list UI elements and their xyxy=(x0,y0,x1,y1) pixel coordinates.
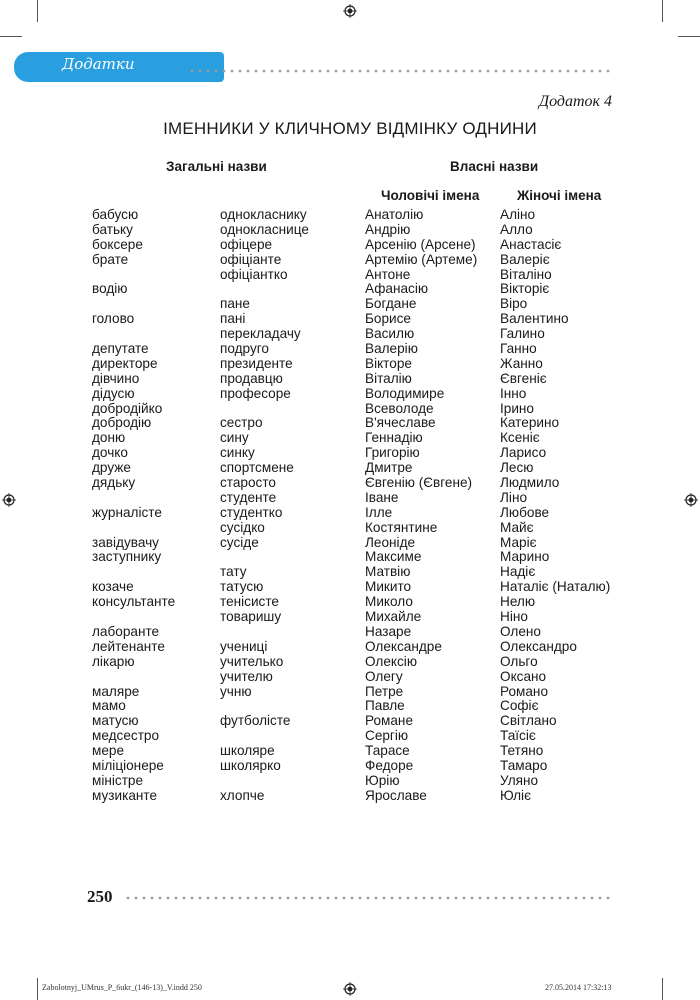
word-entry: Антоне xyxy=(365,266,411,282)
word-entry: дочко xyxy=(92,445,128,461)
word-entry: Петре xyxy=(365,683,404,699)
word-entry: Василю xyxy=(365,326,415,342)
word-entry: хлопче xyxy=(220,787,265,803)
word-entry xyxy=(220,282,370,297)
subhead-male-names: Чоловічі імена xyxy=(381,188,480,203)
word-entry: учню xyxy=(220,683,252,699)
word-entry: Андрію xyxy=(365,221,411,237)
word-entry: Юліє xyxy=(500,787,532,803)
word-entry xyxy=(220,729,370,744)
word-entry: учителю xyxy=(220,668,273,684)
word-entry: спортсмене xyxy=(220,460,294,476)
word-entry: Таїсіє xyxy=(500,728,536,744)
word-entry: міліціонере xyxy=(92,757,164,773)
word-entry: добродію xyxy=(92,415,152,431)
section-tab-label: Додатки xyxy=(62,55,135,73)
word-entry: Ларисо xyxy=(500,445,547,461)
word-entry: Тарасе xyxy=(365,743,410,759)
word-entry: президенте xyxy=(220,355,293,371)
word-entry: Олександро xyxy=(500,638,577,654)
word-entry xyxy=(220,402,370,417)
word-entry xyxy=(220,699,370,714)
crop-mark xyxy=(662,0,663,22)
word-entry: школяре xyxy=(220,743,275,759)
word-entry: Олено xyxy=(500,623,541,639)
word-entry: Софіє xyxy=(500,698,539,714)
word-entry: Катерино xyxy=(500,415,560,431)
word-entry: медсестро xyxy=(92,728,160,744)
crop-mark xyxy=(678,36,700,37)
word-entry: сусіде xyxy=(220,534,259,550)
word-entry: мамо xyxy=(92,698,126,714)
word-entry: дядьку xyxy=(92,475,136,491)
word-entry: Борисе xyxy=(365,311,411,327)
word-entry: брате xyxy=(92,251,129,267)
word-entry: студенте xyxy=(220,489,277,505)
word-entry: Микито xyxy=(365,579,412,595)
word-entry: Тамаро xyxy=(500,757,548,773)
word-entry: Анастасіє xyxy=(500,236,562,252)
word-entry: Галино xyxy=(500,326,545,342)
registration-mark-icon xyxy=(343,4,357,18)
word-entry: однокласнику xyxy=(220,207,307,222)
word-entry: Миколо xyxy=(365,594,413,610)
word-entry: Ніно xyxy=(500,609,528,625)
word-entry: Ольго xyxy=(500,653,538,669)
print-slug-file: Zabolotnyj_UMrus_P_6ukr_(146-13)_V.indd 250 xyxy=(42,983,202,992)
word-entry: офіціанте xyxy=(220,251,282,267)
word-entry: Григорію xyxy=(365,445,420,461)
word-entry: Ілле xyxy=(365,504,393,520)
word-entry: професоре xyxy=(220,385,291,401)
word-entry: Дмитре xyxy=(365,460,413,476)
word-entry: Павле xyxy=(365,698,405,714)
word-entry xyxy=(220,550,370,565)
word-entry xyxy=(220,774,370,789)
word-entry: Валентино xyxy=(500,311,569,327)
subhead-common-nouns: Загальні назви xyxy=(166,159,267,174)
footer-dotted-rule xyxy=(124,896,614,900)
word-entry: синку xyxy=(220,445,255,461)
page-number: 250 xyxy=(87,887,113,906)
word-entry: Вікторе xyxy=(365,355,412,371)
word-entry: Романе xyxy=(365,713,414,729)
word-entry: учителько xyxy=(220,653,284,669)
word-entry: Федоре xyxy=(365,757,414,773)
word-entry: Євгеніє xyxy=(500,370,547,386)
word-entry: Максиме xyxy=(365,549,422,565)
word-entry: Юрію xyxy=(365,772,400,788)
word-entry: Ірино xyxy=(500,400,534,416)
word-entry: Алло xyxy=(500,221,533,237)
word-entry: сусідко xyxy=(220,519,265,535)
word-entry: Олексію xyxy=(365,653,418,669)
word-entry: Жанно xyxy=(500,355,543,371)
word-entry: однокласнице xyxy=(220,221,309,237)
word-entry: Анатолію xyxy=(365,207,424,222)
word-entry: Олегу xyxy=(365,668,403,684)
word-entry: Геннадію xyxy=(365,430,423,446)
word-entry: батьку xyxy=(92,221,133,237)
word-entry: Тетяно xyxy=(500,743,544,759)
word-entry: боксере xyxy=(92,236,143,252)
word-entry: завідувачу xyxy=(92,534,159,550)
word-entry: Артемію (Артеме) xyxy=(365,251,478,267)
word-entry: пані xyxy=(220,311,246,327)
print-slug-date: 27.05.2014 17:32:13 xyxy=(545,983,612,992)
appendix-label: Додаток 4 xyxy=(538,93,612,110)
word-entry: Олександре xyxy=(365,638,442,654)
word-entry: маляре xyxy=(92,683,140,699)
word-entry: пане xyxy=(220,296,250,312)
registration-mark-icon xyxy=(2,493,16,507)
word-entry: Віталіно xyxy=(500,266,552,282)
header-dotted-rule xyxy=(188,69,613,73)
crop-mark xyxy=(37,978,38,1000)
word-entry xyxy=(220,625,370,640)
word-entry: Віро xyxy=(500,296,528,312)
crop-mark xyxy=(0,36,22,37)
word-entry: Лесю xyxy=(500,460,534,476)
word-entry: добродійко xyxy=(92,400,163,416)
word-entry: Людмило xyxy=(500,475,560,491)
word-entry: татусю xyxy=(220,579,264,595)
word-entry: Валерію xyxy=(365,341,418,357)
word-entry: Віталію xyxy=(365,370,412,386)
word-entry: офіціантко xyxy=(220,266,288,282)
word-entry: Майє xyxy=(500,519,534,535)
registration-mark-icon xyxy=(343,982,357,996)
word-entry: тату xyxy=(220,564,247,580)
word-entry: Маріє xyxy=(500,534,537,550)
word-entry: музиканте xyxy=(92,787,158,803)
word-entry: лікарю xyxy=(92,653,135,669)
word-entry: Володимире xyxy=(365,385,445,401)
word-entry: Леоніде xyxy=(365,534,416,550)
word-entry: мере xyxy=(92,743,125,759)
word-entry: Наталіє (Наталю) xyxy=(500,579,611,595)
subhead-female-names: Жіночі імена xyxy=(517,188,602,203)
word-entry: Оксано xyxy=(500,668,547,684)
word-entry: Любове xyxy=(500,504,550,520)
word-entry: водію xyxy=(92,281,128,297)
word-entry: дідусю xyxy=(92,385,135,401)
page-title: ІМЕННИКИ У КЛИЧНОМУ ВІДМІНКУ ОДНИНИ xyxy=(163,119,537,138)
word-entry: футболісте xyxy=(220,713,291,729)
word-entry: В'ячеславе xyxy=(365,415,436,431)
word-entry: Сергію xyxy=(365,728,409,744)
word-entry: дівчино xyxy=(92,370,140,386)
common-nouns-column-2 xyxy=(220,208,370,804)
word-entry: Ганно xyxy=(500,341,537,357)
crop-mark xyxy=(37,0,38,22)
word-entry: Арсенію (Арсене) xyxy=(365,236,476,252)
word-entry: заступнику xyxy=(92,549,162,565)
word-entry: Уляно xyxy=(500,772,539,788)
word-entry: школярко xyxy=(220,757,281,773)
word-entry: доню xyxy=(92,430,126,446)
registration-mark-icon xyxy=(684,493,698,507)
female-names-column xyxy=(500,208,650,804)
word-entry: Вікторіє xyxy=(500,281,550,297)
word-entry: Всеволоде xyxy=(365,400,434,416)
word-entry: лаборанте xyxy=(92,623,160,639)
word-entry: міністре xyxy=(92,772,144,788)
word-entry: Матвію xyxy=(365,564,411,580)
word-entry: Світлано xyxy=(500,713,557,729)
word-entry: Ксеніє xyxy=(500,430,540,446)
word-entry: бабусю xyxy=(92,207,139,222)
word-entry: Ліно xyxy=(500,489,528,505)
word-entry: продавцю xyxy=(220,370,283,386)
word-entry: подруго xyxy=(220,341,269,357)
word-entry: Ярославе xyxy=(365,787,427,803)
word-entry: Афанасію xyxy=(365,281,429,297)
word-entry: Іване xyxy=(365,489,399,505)
male-names-column xyxy=(365,208,515,804)
word-entry: офіцере xyxy=(220,236,273,252)
word-entry: Михайле xyxy=(365,609,422,625)
word-entry: матусю xyxy=(92,713,139,729)
word-entry: журналісте xyxy=(92,504,162,520)
word-entry: Назаре xyxy=(365,623,412,639)
word-entry: Романо xyxy=(500,683,549,699)
word-entry: лейтенанте xyxy=(92,638,165,654)
word-entry: перекладачу xyxy=(220,326,301,342)
word-entry: Валеріє xyxy=(500,251,550,267)
word-entry: товаришу xyxy=(220,609,282,625)
word-entry: Надіє xyxy=(500,564,536,580)
crop-mark xyxy=(662,978,663,1000)
word-entry: Костянтине xyxy=(365,519,438,535)
word-entry: Богдане xyxy=(365,296,417,312)
word-entry: тенісисте xyxy=(220,594,279,610)
subhead-proper-nouns: Власні назви xyxy=(450,159,539,174)
word-entry: друже xyxy=(92,460,131,476)
word-entry: Нелю xyxy=(500,594,536,610)
word-entry: студентко xyxy=(220,504,283,520)
word-entry: депутате xyxy=(92,341,149,357)
word-entry: директоре xyxy=(92,355,158,371)
word-entry: голово xyxy=(92,311,135,327)
word-entry: сестро xyxy=(220,415,263,431)
word-entry: старосто xyxy=(220,475,276,491)
word-entry: учениці xyxy=(220,638,268,654)
word-entry: Марино xyxy=(500,549,550,565)
word-entry: сину xyxy=(220,430,249,446)
word-entry: Євгенію (Євгене) xyxy=(365,475,473,491)
word-entry: Інно xyxy=(500,385,527,401)
word-entry: консультанте xyxy=(92,594,176,610)
word-entry: Аліно xyxy=(500,207,536,222)
word-entry: козаче xyxy=(92,579,134,595)
